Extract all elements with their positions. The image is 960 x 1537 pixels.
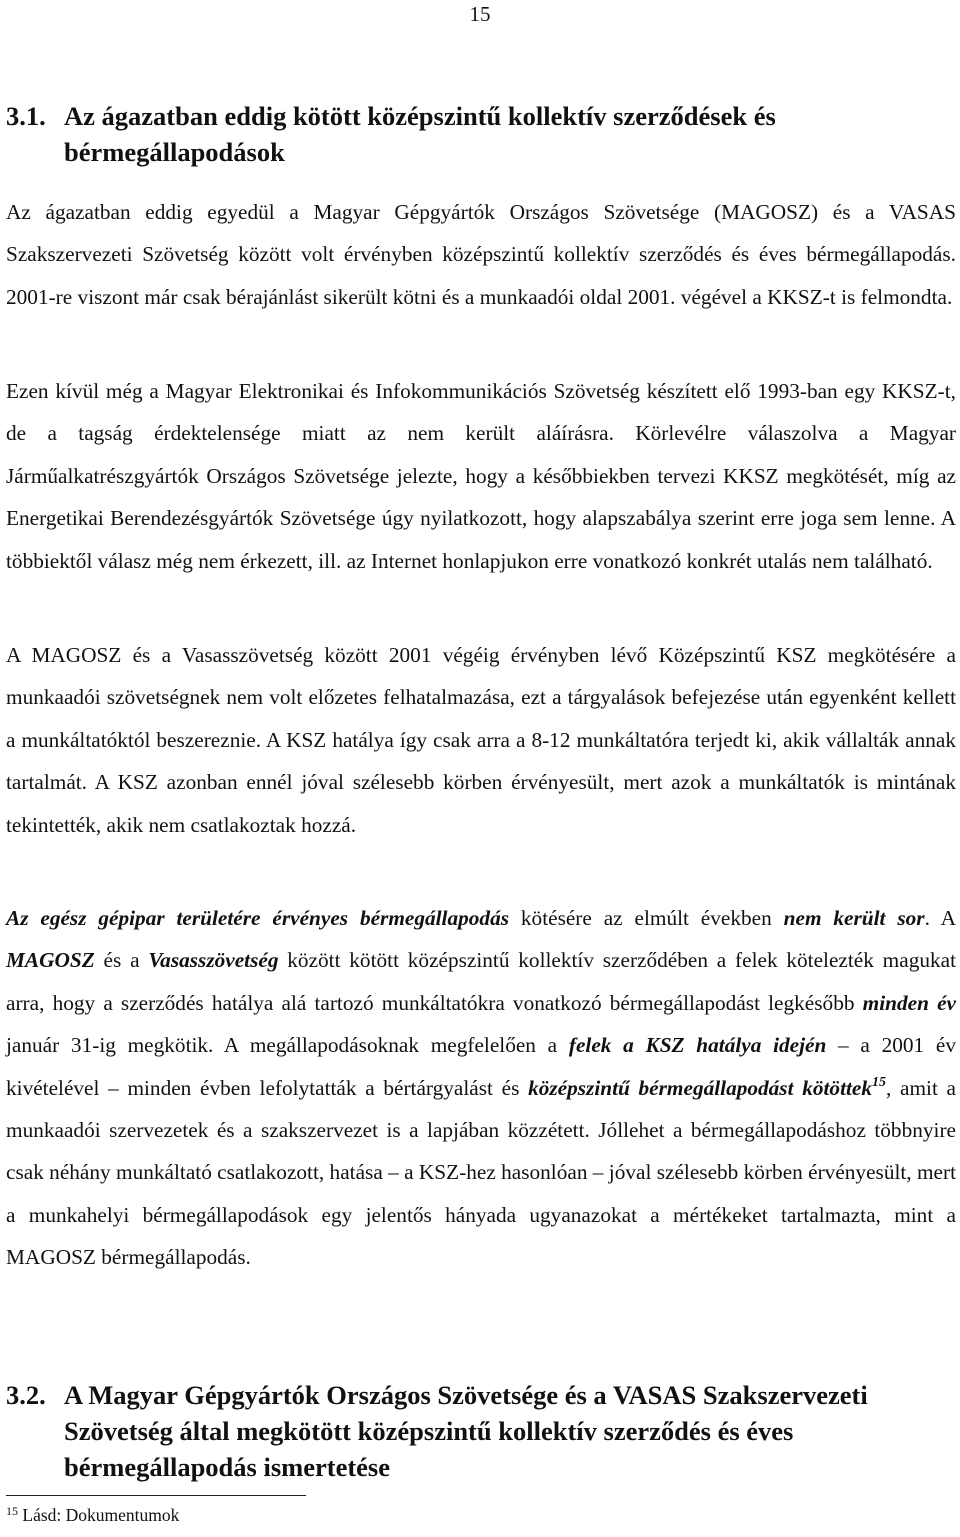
- section-title: A Magyar Gépgyártók Országos Szövetsége és a VASAS Szakszervezeti Szövetség által megkötött középszintű kollektív szerződés és éves bérmegállapodás ismertetése: [64, 1380, 868, 1482]
- section-number: 3.2.: [6, 1380, 46, 1410]
- paragraph-4: [6, 897, 956, 1279]
- section-heading-3-2: [6, 1377, 956, 1485]
- page-number: 15: [469, 2, 491, 26]
- section-number: 3.1.: [6, 101, 46, 131]
- body-text: – a 2001 év kivételével – minden évben lefolytatták a bértárgyalást és: [6, 1033, 957, 1100]
- footnote: [6, 1504, 179, 1526]
- section-heading-3-1: [6, 98, 956, 170]
- footnote-reference[interactable]: 15: [872, 1074, 886, 1090]
- emphasis-text: nem került sor: [783, 906, 925, 930]
- body-text: között kötött középszintű kollektív szerződében a felek kötelezték magukat arra, hogy a szerződés hatálya alá tartozó munkáltatókra vonatkozó bérmegállapodást legkésőbb: [6, 948, 957, 1015]
- emphasis-text: középszintű bérmegállapodást kötöttek: [528, 1075, 872, 1100]
- section-title: Az ágazatban eddig kötött középszintű kollektív szerződések és bérmegállapodások: [64, 101, 776, 167]
- paragraph-3: A MAGOSZ és a Vasasszövetség között 2001 végéig érvényben lévő Középszintű KSZ megkötésére a munkaadói szövetségnek nem volt előzetes felhatalmazása, ezt a tárgyalások befejezése után egyenként kellett a munkáltatóktól beszereznie. A KSZ hatálya így csak arra a 8-12 munkáltatóra terjedt ki, akik vállalták annak tartalmát. A KSZ azonban ennél jóval szélesebb körben érvényesült, mert azok a munkáltatók is mintának tekintették, akik nem csatlakoztak hozzá.: [6, 643, 956, 837]
- paragraph-1: Az ágazatban eddig egyedül a Magyar Gépgyártók Országos Szövetsége (MAGOSZ) és a VASAS Szakszervezeti Szövetség között volt érvényben középszintű kollektív szerződés és éves bérmegállapodás. 2001-re viszont már csak bérajánlást sikerült kötni és a munkaadói oldal 2001. végével a KKSZ-t is felmondta.: [6, 200, 956, 309]
- footnote-text: Lásd: Dokumentumok: [22, 1505, 180, 1525]
- body-text: kötésére az elmúlt években: [509, 906, 784, 930]
- body-text: . A: [924, 906, 956, 930]
- footnote-divider: [6, 1495, 306, 1496]
- paragraph-2: Ezen kívül még a Magyar Elektronikai és Infokommunikációs Szövetség készített elő 1993-ban egy KKSZ-t, de a tagság érdektelensége miatt az nem került aláírásra. Körlevélre válaszolva a Magyar Járműalkatrészgyártók Országos Szövetsége jelezte, hogy a későbbiekben tervezi KKSZ megkötését, míg az Energetikai Berendezésgyártók Szövetsége úgy nyilatkozott, hogy alapszabálya szerint erre joga sem lenne. A többiektől válasz még nem érkezett, ill. az Internet honlapjukon erre vonatkozó konkrét utalás nem található.: [6, 379, 956, 573]
- footnote-marker: 15: [6, 1504, 18, 1518]
- emphasis-text: felek a KSZ hatálya idején: [568, 1033, 827, 1058]
- emphasis-text: Vasasszövetség: [148, 948, 279, 973]
- emphasis-text: Az egész gépipar területére érvényes bérmegállapodás: [6, 906, 510, 930]
- body-text: és a: [94, 948, 149, 973]
- emphasis-text: MAGOSZ: [6, 948, 95, 973]
- emphasis-text: minden év: [862, 990, 956, 1015]
- body-text: január 31-ig megkötik. A megállapodásoknak megfelelően a: [6, 1033, 569, 1058]
- body-text: , amit a munkaadói szervezetek és a szakszervezet is a lapjában közzétett. Jóllehet a bérmegállapodáshoz többnyire csak néhány munkáltató csatlakozott, hatása – a KSZ-hez hasonlóan – jóval szélesebb körben érvényesült, mert a munkahelyi bérmegállapodások egy jelentős hányada ugyanazokat a mértékeket tartalmazta, mint a MAGOSZ bérmegállapodás.: [6, 1075, 956, 1270]
